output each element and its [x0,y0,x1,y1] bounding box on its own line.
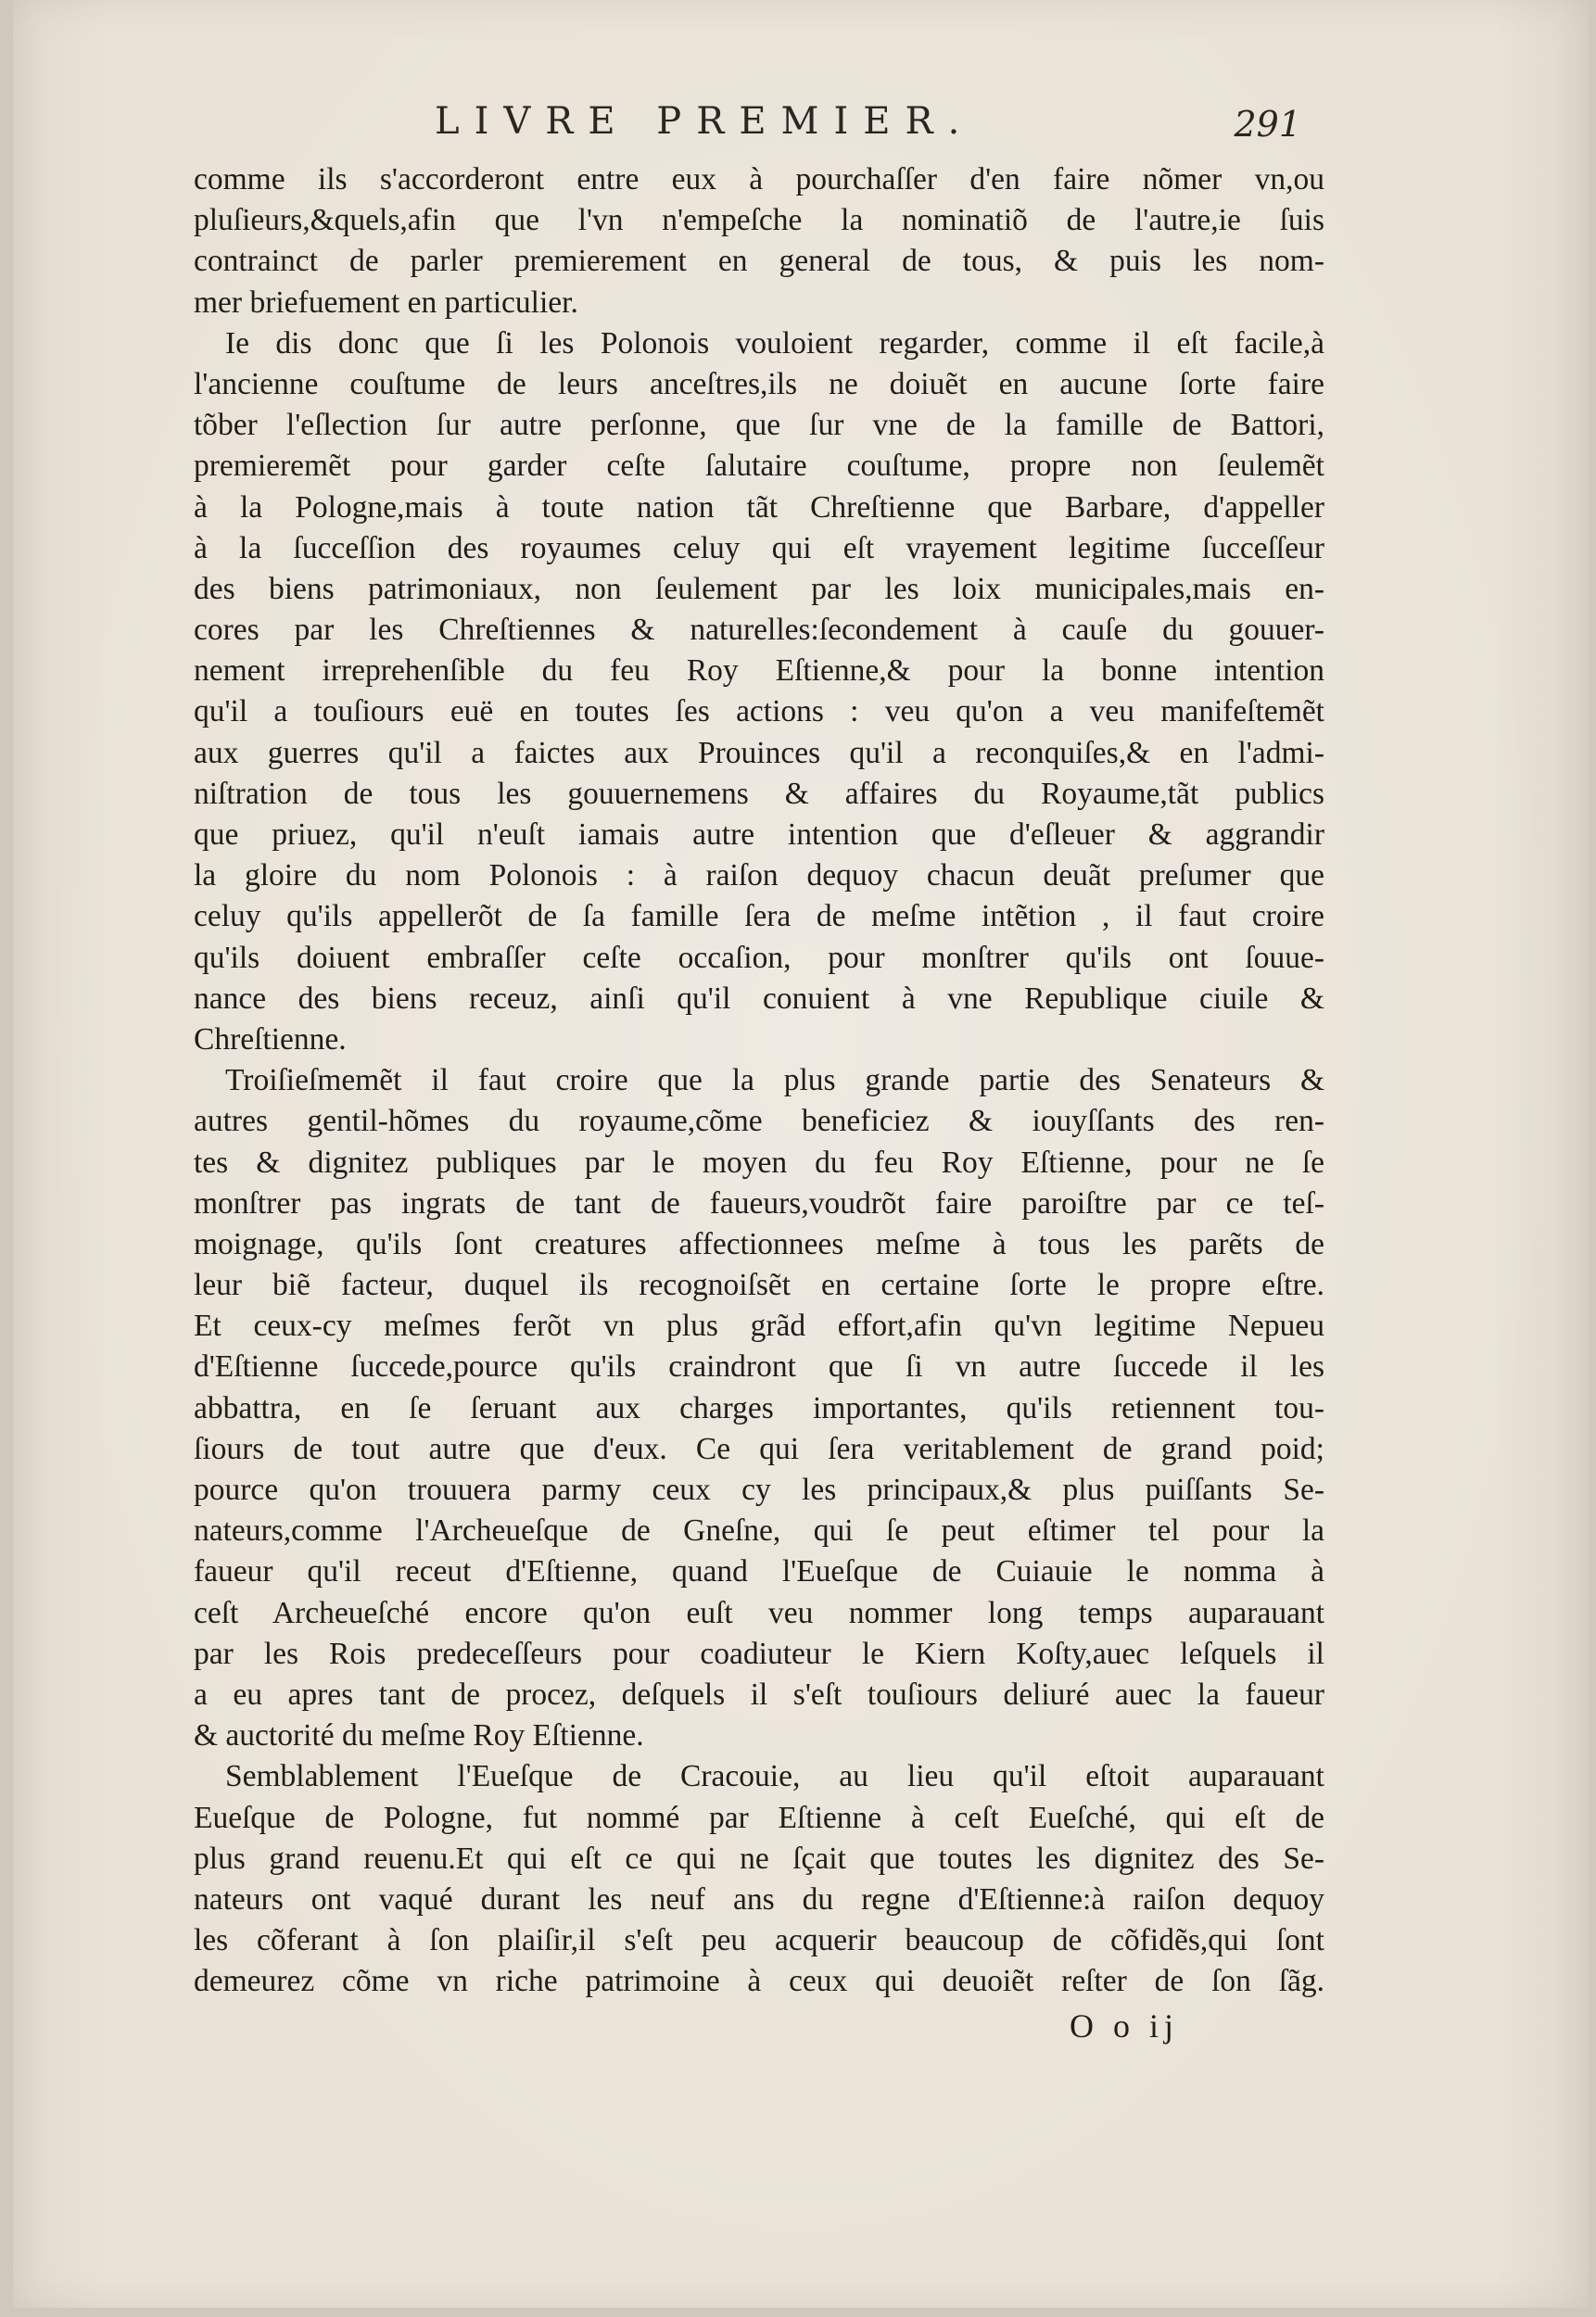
text-line: tõber l'eſlection ſur autre perſonne, que ſur vne de la famille de Battori, [194,408,1324,443]
text-line: qu'ils doiuent embraſſer ceſte occaſion, pour monſtrer qu'ils ont ſouue- [194,940,1324,975]
text-line: nateurs ont vaqué durant les neuf ans du regne d'Eſtienne:à raiſon dequoy [194,1881,1324,1917]
text-line: tes & dignitez publiques par le moyen du feu Roy Eſtienne, pour ne ſe [194,1145,1324,1180]
text-line: l'ancienne couſtume de leurs anceſtres,ils ne doiuẽt en aucune ſorte faire [194,366,1324,401]
text-line: premieremẽt pour garder ceſte ſalutaire couſtume, propre non ſeulemẽt [194,449,1324,484]
text-line: à la Pologne,mais à toute nation tãt Chreſtienne que Barbare, d'appeller [194,489,1324,525]
text-line: faueur qu'il receut d'Eſtienne, quand l'Eueſque de Cuiauie le nomma à [194,1554,1324,1589]
text-line: que priuez, qu'il n'euſt iamais autre intention que d'eſleuer & aggrandir [194,817,1324,852]
text-line: mer briefuement en particulier. [194,285,578,320]
text-line: monſtrer pas ingrats de tant de faueurs,voudrõt faire paroiſtre par ce teſ- [194,1185,1324,1221]
text-line: les cõferant à ſon plaiſir,il s'eſt peu acquerir beaucoup de cõfidẽs,qui ſont [194,1923,1324,1958]
text-line: ceſt Archeueſché encore qu'on euſt veu nommer long temps auparauant [194,1595,1324,1630]
text-line: nement irreprehenſible du feu Roy Eſtienne,& pour la bonne intention [194,653,1324,689]
text-line: celuy qu'ils appellerõt de ſa famille ſera de meſme intẽtion , il faut croire [194,899,1324,934]
text-line: contrainct de parler premierement en general de tous, & puis les nom- [194,244,1324,279]
text-line: par les Rois predeceſſeurs pour coadiuteur le Kiern Koſty,auec leſquels il [194,1636,1324,1671]
text-line: pluſieurs,&quels,afin que l'vn n'empeſche la nominatiõ de l'autre,ie ſuis [194,203,1324,238]
text-line: & auctorité du meſme Roy Eſtienne. [194,1718,644,1754]
book-page [13,0,1589,2308]
text-line: des biens patrimoniaux, non ſeulement par les loix municipales,mais en- [194,571,1324,606]
text-line: Semblablement l'Eueſque de Cracouie, au lieu qu'il eſtoit auparauant [225,1759,1324,1794]
text-line: comme ils s'accorderont entre eux à pourchaſſer d'en faire nõmer vn,ou [194,162,1324,196]
text-line: aux guerres qu'il a faictes aux Prouinces qu'il a reconquiſes,& en l'admi- [194,735,1324,770]
text-line: nateurs,comme l'Archeueſque de Gneſne, qui ſe peut eſtimer tel pour la [194,1513,1324,1549]
body-text [194,159,1324,2002]
text-line: cores par les Chreſtiennes & naturelles:ſecondement à cauſe du gouuer- [194,613,1324,648]
running-title: LIVRE PREMIER. [435,100,975,143]
text-line: d'Eſtienne ſuccede,pource qu'ils craindront que ſi vn autre ſuccede il les [194,1349,1324,1385]
text-line: Et ceux-cy meſmes ferõt vn plus grãd effort,afin qu'vn legitime Nepueu [194,1309,1324,1344]
page-header [198,100,1301,156]
text-line: plus grand reuenu.Et qui eſt ce qui ne ſçait que toutes les dignitez des Se- [194,1841,1324,1876]
text-line: moignage, qu'ils ſont creatures affectionnees meſme à tous les parẽts de [194,1226,1324,1261]
signature-mark: O o ij [1070,2007,1180,2045]
text-line: abbattra, en ſe ſeruant aux charges importantes, qu'ils retiennent tou- [194,1390,1324,1425]
text-line: autres gentil-hõmes du royaume,cõme beneficiez & iouyſſants des ren- [194,1104,1324,1139]
text-line: la gloire du nom Polonois : à raiſon dequoy chacun deuãt preſumer que [194,858,1324,893]
text-line: Chreſtienne. [194,1021,347,1057]
text-line: demeurez cõme vn riche patrimoine à ceux qui deuoiẽt reſter de ſon ſãg. [194,1964,1324,1999]
page-number: 291 [1234,104,1301,145]
text-line: leur biẽ facteur, duquel ils recognoiſsẽt en certaine ſorte le propre eſtre. [194,1268,1324,1303]
text-line: niſtration de tous les gouuernemens & affaires du Royaume,tãt publics [194,776,1324,811]
text-line: ſiours de tout autre que d'eux. Ce qui ſera veritablement de grand poid; [194,1431,1324,1466]
text-line: pource qu'on trouuera parmy ceux cy les principaux,& plus puiſſants Se- [194,1473,1324,1507]
text-line: à la ſucceſſion des royaumes celuy qui eſt vrayement legitime ſucceſſeur [194,530,1324,565]
text-line: Eueſque de Pologne, fut nommé par Eſtienne à ceſt Eueſché, qui eſt de [194,1800,1324,1835]
text-line: Ie dis donc que ſi les Polonois vouloient regarder, comme il eſt facile,à [225,325,1324,361]
text-line: qu'il a touſiours euë en toutes ſes actions : veu qu'on a veu manifeſtemẽt [194,694,1324,729]
text-line: Troiſieſmemẽt il faut croire que la plus grande partie des Senateurs & [225,1063,1324,1098]
text-line: nance des biens receuz, ainſi qu'il conuient à vne Republique ciuile & [194,981,1324,1016]
text-line: a eu apres tant de procez, deſquels il s'eſt touſiours deliuré auec la faueur [194,1677,1324,1712]
